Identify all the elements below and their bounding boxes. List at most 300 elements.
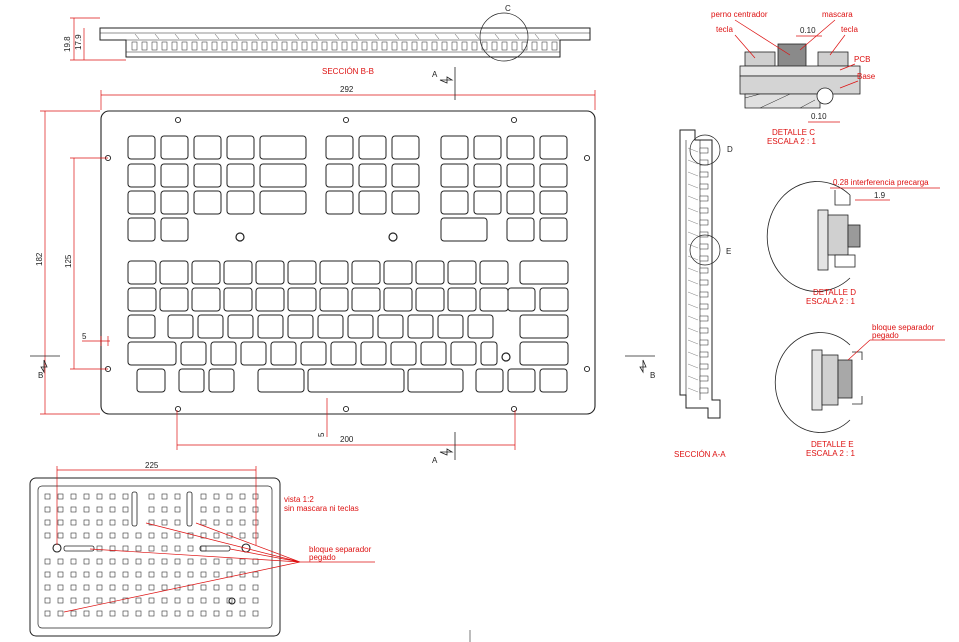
grid-cell — [110, 585, 115, 590]
rib — [222, 42, 227, 50]
key — [326, 164, 353, 187]
hatch — [688, 172, 698, 176]
grid-cell — [45, 559, 50, 564]
detail-d-note: 0.28 interferencia precarga — [833, 178, 929, 187]
hatch — [415, 34, 419, 39]
grid-cell — [71, 559, 76, 564]
grid-cell — [84, 598, 89, 603]
hatch — [688, 328, 698, 332]
grid-cell — [123, 559, 128, 564]
rib — [262, 42, 267, 50]
grid-cell — [58, 611, 63, 616]
grid-cell — [240, 611, 245, 616]
grid-cell — [84, 533, 89, 538]
grid-cell — [240, 559, 245, 564]
key — [438, 315, 463, 338]
grid-cell — [162, 494, 167, 499]
hatch — [455, 34, 459, 39]
rib — [322, 42, 327, 50]
hatch — [495, 34, 499, 39]
key — [211, 342, 236, 365]
grid-cell — [253, 520, 258, 525]
key — [507, 164, 534, 187]
dim-detail-c-top: 0.10 — [800, 26, 816, 35]
key — [209, 369, 234, 392]
grid-cell — [214, 494, 219, 499]
key — [508, 369, 535, 392]
key — [480, 261, 508, 284]
grid-cell — [253, 611, 258, 616]
hatch — [255, 34, 259, 39]
callout-base: Base — [857, 72, 876, 81]
key — [271, 342, 296, 365]
key — [308, 369, 404, 392]
key — [181, 342, 206, 365]
key — [408, 369, 463, 392]
grid-cell — [240, 533, 245, 538]
grid-cell — [97, 533, 102, 538]
key — [441, 191, 468, 214]
key — [359, 191, 386, 214]
grid-cell — [58, 572, 63, 577]
rib — [700, 364, 708, 369]
rib — [700, 280, 708, 285]
rib — [152, 42, 157, 50]
grid-cell — [123, 585, 128, 590]
grid-cell — [175, 520, 180, 525]
key — [128, 136, 155, 159]
grid-cell — [71, 611, 76, 616]
key — [128, 342, 176, 365]
key — [179, 369, 204, 392]
rib — [292, 42, 297, 50]
section-mark-a-top: A — [432, 70, 438, 79]
grid-cell — [45, 572, 50, 577]
key — [194, 164, 221, 187]
grid-cell — [175, 598, 180, 603]
key — [256, 288, 284, 311]
grid-cell — [110, 559, 115, 564]
rib — [252, 42, 257, 50]
grid-cell — [71, 585, 76, 590]
rib — [700, 172, 708, 177]
grid-cell — [175, 559, 180, 564]
rib — [212, 42, 217, 50]
hatch — [295, 34, 299, 39]
grid-cell — [97, 572, 102, 577]
key — [540, 369, 567, 392]
hatch — [688, 232, 698, 236]
grid-cell — [136, 533, 141, 538]
detail-e-title: DETALLE E — [811, 440, 854, 449]
grid-cell — [123, 572, 128, 577]
section-mark-b-left: B — [38, 371, 44, 380]
grid-cell — [201, 507, 206, 512]
hatch — [688, 280, 698, 284]
grid-cell — [240, 520, 245, 525]
grid-cell — [71, 494, 76, 499]
detail-c-circle — [480, 13, 528, 61]
dim-292: 292 — [340, 85, 354, 94]
mounting-hole — [343, 406, 348, 411]
key — [520, 342, 568, 365]
key — [441, 218, 487, 241]
rib — [272, 42, 277, 50]
grid-cell — [214, 585, 219, 590]
key — [508, 288, 535, 311]
detail-d-view — [767, 178, 940, 306]
key — [540, 136, 567, 159]
grid-cell — [149, 598, 154, 603]
key — [348, 315, 373, 338]
grid-cell — [45, 520, 50, 525]
grid-cell — [253, 507, 258, 512]
key — [128, 164, 155, 187]
grid-cell — [253, 585, 258, 590]
grid-cell — [201, 494, 206, 499]
hatch — [688, 196, 698, 200]
grid-cell — [162, 520, 167, 525]
rib — [192, 42, 197, 50]
key — [540, 164, 567, 187]
hatch — [155, 34, 159, 39]
grid-cell — [188, 611, 193, 616]
key — [359, 136, 386, 159]
hatch — [688, 388, 698, 392]
grid-cell — [162, 611, 167, 616]
key — [480, 288, 508, 311]
grid-cell — [58, 533, 63, 538]
grid-cell — [123, 611, 128, 616]
rib — [700, 256, 708, 261]
dim-5-bottom: 5 — [317, 432, 326, 437]
bottom-view-note-2: sin mascara ni teclas — [284, 504, 359, 513]
key — [361, 342, 386, 365]
rib — [552, 42, 557, 50]
detail-e-view — [775, 323, 945, 458]
rib — [392, 42, 397, 50]
hatch — [688, 376, 698, 380]
hatch — [395, 34, 399, 39]
grid-cell — [97, 507, 102, 512]
hatch — [688, 364, 698, 368]
rib — [452, 42, 457, 50]
key — [128, 315, 155, 338]
detail-c-scale: ESCALA 2 : 1 — [767, 137, 816, 146]
grid-cell — [97, 585, 102, 590]
key — [128, 261, 156, 284]
grid-cell — [240, 585, 245, 590]
grid-cell — [227, 585, 232, 590]
section-bb-label: SECCIÓN B-B — [322, 67, 375, 76]
base-rib-grid — [45, 494, 258, 616]
key — [392, 136, 419, 159]
key — [378, 315, 403, 338]
rib — [232, 42, 237, 50]
detail-e-scale: ESCALA 2 : 1 — [806, 449, 855, 458]
key — [160, 288, 188, 311]
front-view — [30, 67, 655, 465]
section-aa-label: SECCIÓN A-A — [674, 450, 726, 459]
grid-cell — [162, 546, 167, 551]
callout-perno-centrador: perno centrador — [711, 10, 768, 19]
rib — [422, 42, 427, 50]
hatch — [215, 34, 219, 39]
hatch — [315, 34, 319, 39]
bottom-callout-1: bloque separador — [309, 545, 372, 554]
grid-cell — [136, 559, 141, 564]
rib — [342, 42, 347, 50]
rib — [700, 316, 708, 321]
grid-cell — [149, 572, 154, 577]
key — [326, 136, 353, 159]
hatch — [135, 34, 139, 39]
grid-cell — [175, 507, 180, 512]
key — [408, 315, 433, 338]
key — [507, 191, 534, 214]
hatch — [688, 208, 698, 212]
grid-cell — [240, 598, 245, 603]
grid-cell — [214, 507, 219, 512]
rib — [202, 42, 207, 50]
rib — [412, 42, 417, 50]
grid-cell — [71, 533, 76, 538]
section-bb-view — [63, 4, 590, 76]
dim-200: 200 — [340, 435, 354, 444]
mounting-hole — [584, 155, 589, 160]
hatch — [688, 352, 698, 356]
key — [320, 288, 348, 311]
grid-cell — [253, 572, 258, 577]
grid-cell — [97, 611, 102, 616]
key — [192, 288, 220, 311]
key — [474, 191, 501, 214]
dim-125: 125 — [64, 254, 73, 268]
grid-cell — [84, 585, 89, 590]
key — [474, 136, 501, 159]
grid-cell — [188, 546, 193, 551]
grid-cell — [84, 520, 89, 525]
grid-cell — [97, 494, 102, 499]
grid-cell — [97, 520, 102, 525]
section-arrow — [440, 449, 452, 455]
grid-cell — [136, 546, 141, 551]
key — [161, 218, 188, 241]
key — [416, 288, 444, 311]
mounting-hole — [175, 406, 180, 411]
detail-d-marker: D — [727, 145, 733, 154]
key — [258, 369, 304, 392]
grid-cell — [58, 585, 63, 590]
hatch — [688, 220, 698, 224]
grid-cell — [97, 546, 102, 551]
key — [359, 164, 386, 187]
grid-cell — [201, 585, 206, 590]
mounting-hole — [343, 117, 348, 122]
key — [161, 136, 188, 159]
key — [331, 342, 356, 365]
section-bb-ribs — [132, 34, 559, 50]
hatch — [515, 34, 519, 39]
grid-cell — [240, 507, 245, 512]
key — [161, 164, 188, 187]
rib — [700, 388, 708, 393]
rib — [512, 42, 517, 50]
hatch — [688, 244, 698, 248]
rib — [700, 328, 708, 333]
grid-cell — [45, 494, 50, 499]
dim-182: 182 — [35, 252, 44, 266]
grid-cell — [162, 559, 167, 564]
bottom-callout-2: pegado — [309, 553, 336, 562]
key — [256, 261, 284, 284]
mounting-hole — [511, 406, 516, 411]
key — [161, 191, 188, 214]
grid-cell — [214, 598, 219, 603]
rib — [700, 268, 708, 273]
dim-1-9: 1.9 — [874, 191, 886, 200]
grid-cell — [97, 559, 102, 564]
grid-cell — [175, 533, 180, 538]
key — [260, 136, 306, 159]
grid-cell — [58, 598, 63, 603]
grid-cell — [201, 520, 206, 525]
hatch — [475, 34, 479, 39]
key — [128, 218, 155, 241]
base-layer — [740, 76, 860, 94]
key — [258, 315, 283, 338]
grid-cell — [149, 559, 154, 564]
grid-cell — [123, 520, 128, 525]
key — [241, 342, 266, 365]
key — [474, 164, 501, 187]
grid-cell — [214, 572, 219, 577]
grid-cell — [175, 546, 180, 551]
key — [391, 342, 416, 365]
grid-cell — [188, 559, 193, 564]
hatch — [195, 34, 199, 39]
section-arrow — [440, 77, 452, 83]
key — [260, 191, 306, 214]
center-pin — [236, 233, 244, 241]
grid-cell — [149, 585, 154, 590]
hatch — [175, 34, 179, 39]
dim-225: 225 — [145, 461, 159, 470]
key — [507, 218, 534, 241]
rib — [352, 42, 357, 50]
rib — [700, 340, 708, 345]
rib — [700, 220, 708, 225]
detail-c-view — [711, 10, 876, 146]
key — [421, 342, 446, 365]
key — [540, 218, 567, 241]
grid-cell — [175, 611, 180, 616]
grid-cell — [58, 559, 63, 564]
key-cap-right — [818, 52, 848, 66]
grid-cell — [123, 546, 128, 551]
hatch — [688, 148, 698, 152]
section-mark-a-bottom: A — [432, 456, 438, 465]
rib — [382, 42, 387, 50]
rib — [362, 42, 367, 50]
section-arrow — [640, 360, 646, 372]
key — [540, 288, 568, 311]
grid-cell — [45, 507, 50, 512]
rib — [700, 148, 708, 153]
grid-cell — [84, 559, 89, 564]
grid-cell — [162, 572, 167, 577]
grid-cell — [136, 598, 141, 603]
grid-cell — [110, 520, 115, 525]
grid-cell — [84, 611, 89, 616]
hatch — [688, 304, 698, 308]
grid-cell — [201, 559, 206, 564]
grid-cell — [188, 598, 193, 603]
key — [392, 164, 419, 187]
rib — [372, 42, 377, 50]
grid-cell — [45, 585, 50, 590]
rib — [700, 244, 708, 249]
grid-cell — [71, 572, 76, 577]
key — [137, 369, 165, 392]
key — [320, 261, 348, 284]
key — [301, 342, 326, 365]
hatch — [375, 34, 379, 39]
hatch — [435, 34, 439, 39]
rib — [700, 184, 708, 189]
grid-cell — [123, 507, 128, 512]
key — [288, 288, 316, 311]
grid-cell — [175, 494, 180, 499]
mounting-hole — [511, 117, 516, 122]
hatch — [535, 34, 539, 39]
key — [128, 288, 156, 311]
hatch — [275, 34, 279, 39]
key-cap-left — [745, 52, 775, 66]
rib — [432, 42, 437, 50]
grid-cell — [84, 494, 89, 499]
key — [318, 315, 343, 338]
grid-cell — [162, 507, 167, 512]
key — [476, 369, 503, 392]
grid-cell — [149, 533, 154, 538]
pcb-layer — [740, 66, 860, 76]
hatch — [688, 316, 698, 320]
grid-cell — [227, 507, 232, 512]
grid-cell — [227, 494, 232, 499]
key — [194, 191, 221, 214]
rib — [502, 42, 507, 50]
bottom-view — [30, 461, 470, 642]
key — [260, 164, 306, 187]
rib — [182, 42, 187, 50]
grid-cell — [110, 533, 115, 538]
grid-cell — [84, 572, 89, 577]
rib — [700, 376, 708, 381]
rib — [282, 42, 287, 50]
grid-cell — [71, 507, 76, 512]
hatch — [688, 292, 698, 296]
key — [441, 164, 468, 187]
grid-cell — [240, 494, 245, 499]
grid-cell — [97, 598, 102, 603]
key — [520, 315, 568, 338]
grid-cell — [110, 507, 115, 512]
key — [441, 136, 468, 159]
grid-cell — [162, 585, 167, 590]
key — [288, 315, 313, 338]
key — [384, 288, 412, 311]
